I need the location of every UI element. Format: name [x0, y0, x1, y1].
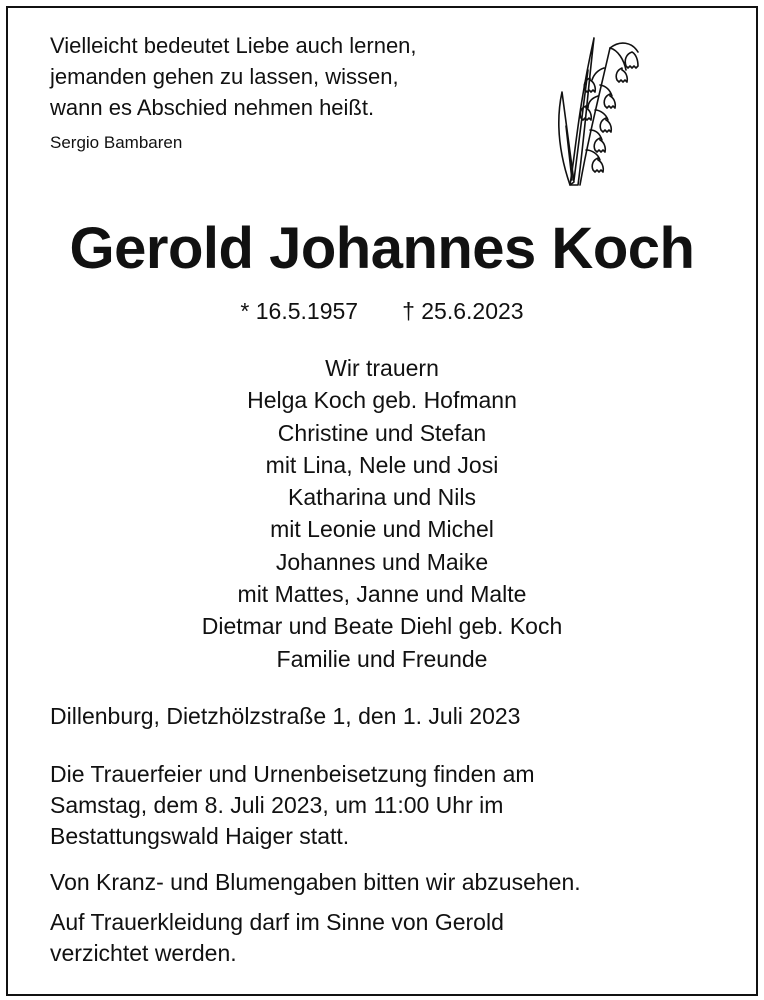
ceremony-line: Samstag, dem 8. Juli 2023, um 11:00 Uhr im	[50, 792, 504, 818]
quote	[50, 30, 550, 123]
mourner-line: Familie und Freunde	[276, 645, 488, 672]
ceremony-line: Bestattungswald Haiger statt.	[50, 823, 350, 849]
clothing-line: verzichtet werden.	[50, 940, 237, 966]
mourner-line: Katharina und Nils	[288, 484, 476, 511]
mourner-line: mit Mattes, Janne und Malte	[237, 581, 527, 608]
deceased-name: Gerold Johannes Koch	[69, 216, 695, 281]
quote-author: Sergio Bambaren	[50, 133, 183, 152]
ceremony-line: Die Trauerfeier und Urnenbeisetzung finden am	[50, 761, 535, 787]
mourners-intro: Wir trauern	[325, 355, 439, 381]
clothing-notice	[50, 907, 730, 969]
mourner-line: mit Lina, Nele und Josi	[265, 451, 499, 478]
mourner-line: Christine und Stefan	[277, 419, 487, 446]
clothing-line: Auf Trauerkleidung darf im Sinne von Gerold	[50, 909, 504, 935]
mourners-list	[0, 352, 764, 675]
quote-line: wann es Abschied nehmen heißt.	[50, 95, 375, 120]
mourner-line: mit Leonie und Michel	[270, 516, 494, 543]
death-date: † 25.6.2023	[402, 298, 524, 324]
birth-date: * 16.5.1957	[240, 298, 359, 324]
flowers-notice	[50, 867, 730, 898]
lily-of-the-valley-icon	[548, 30, 658, 190]
quote-line: jemanden gehen zu lassen, wissen,	[50, 64, 399, 89]
mourner-line: Dietmar und Beate Diehl geb. Koch	[201, 613, 563, 640]
quote-line: Vielleicht bedeutet Liebe auch lernen,	[50, 33, 417, 58]
place-and-date: Dillenburg, Dietzhölzstraße 1, den 1. Juli 2023	[50, 703, 521, 729]
ceremony-notice	[50, 759, 730, 852]
life-dates	[0, 298, 764, 325]
mourner-line: Johannes und Maike	[275, 548, 489, 575]
flowers-line: Von Kranz- und Blumengaben bitten wir abzusehen.	[50, 869, 581, 895]
mourner-line: Helga Koch geb. Hofmann	[247, 387, 517, 414]
